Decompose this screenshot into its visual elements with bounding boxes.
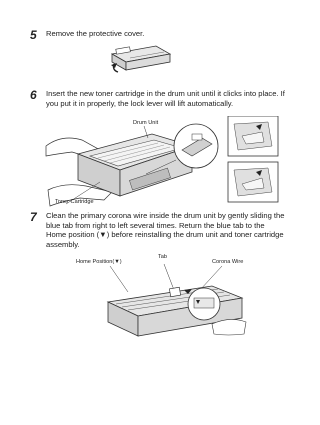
toner-cartridge-label: Toner Cartridge <box>55 199 94 205</box>
step-number: 6 <box>30 88 37 102</box>
step-text: Remove the protective cover. <box>46 29 145 38</box>
home-position-label: Home Position(▼) <box>76 259 122 265</box>
step-text: Clean the primary corona wire inside the drum unit by gently sliding the blue tab from right to left several times. Return the blue tab to the Home position (▼) before reinstalling the drum unit and toner cartridge assembly. <box>46 211 285 249</box>
step-number: 5 <box>30 28 37 42</box>
protective-cover-illustration <box>108 44 174 76</box>
corona-wire-cleaning-illustration <box>100 264 250 346</box>
step-text: Insert the new toner cartridge in the drum unit until it clicks into place. If you put it in properly, the lock lever will lift automatically. <box>46 89 285 108</box>
step-number: 7 <box>30 210 37 224</box>
toner-drum-illustration <box>42 116 292 212</box>
drum-unit-label: Drum Unit <box>133 120 159 126</box>
corona-wire-label: Corona Wire <box>212 259 244 265</box>
tab-label: Tab <box>158 254 168 260</box>
